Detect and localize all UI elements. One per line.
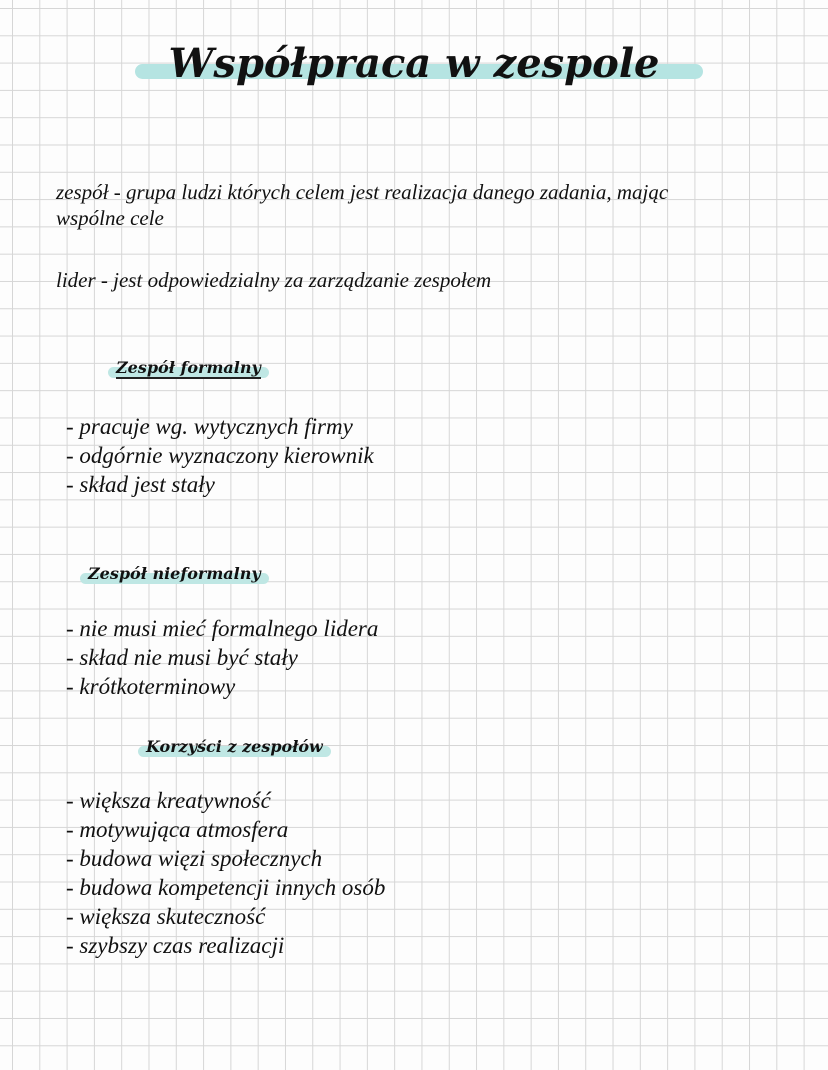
benefits-list [66, 786, 385, 960]
section-heading-informal: Zespół nieformalny [88, 564, 261, 583]
informal-list [66, 614, 378, 701]
list-item: - większa skuteczność [66, 904, 266, 929]
list-item: - motywująca atmosfera [66, 817, 289, 842]
list-item: - budowa kompetencji innych osób [66, 875, 386, 900]
list-item: - odgórnie wyznaczony kierownik [66, 443, 374, 468]
list-item: - nie musi mieć formalnego lidera [66, 616, 379, 641]
list-item: - większa kreatywność [66, 788, 271, 813]
definition-leader: lider - jest odpowiedzialny za zarządzanie zespołem [56, 268, 492, 292]
list-item: - szybszy czas realizacji [66, 933, 285, 958]
list-item: - skład nie musi być stały [66, 645, 298, 670]
definition-team: zespół - grupa ludzi których celem jest realizacja danego zadania, mając [56, 180, 669, 204]
list-item: - krótkoterminowy [66, 674, 236, 699]
list-item: - pracuje wg. wytycznych firmy [66, 414, 353, 439]
list-item: - budowa więzi społecznych [66, 846, 323, 871]
list-item: - skład jest stały [66, 472, 215, 497]
formal-list [66, 412, 374, 499]
section-heading-formal: Zespół formalny [116, 358, 261, 377]
section-heading-benefits: Korzyści z zespołów [146, 737, 323, 756]
page-title: Współpraca w zespole [0, 40, 828, 87]
definition-team-cont: wspólne cele [56, 206, 164, 230]
